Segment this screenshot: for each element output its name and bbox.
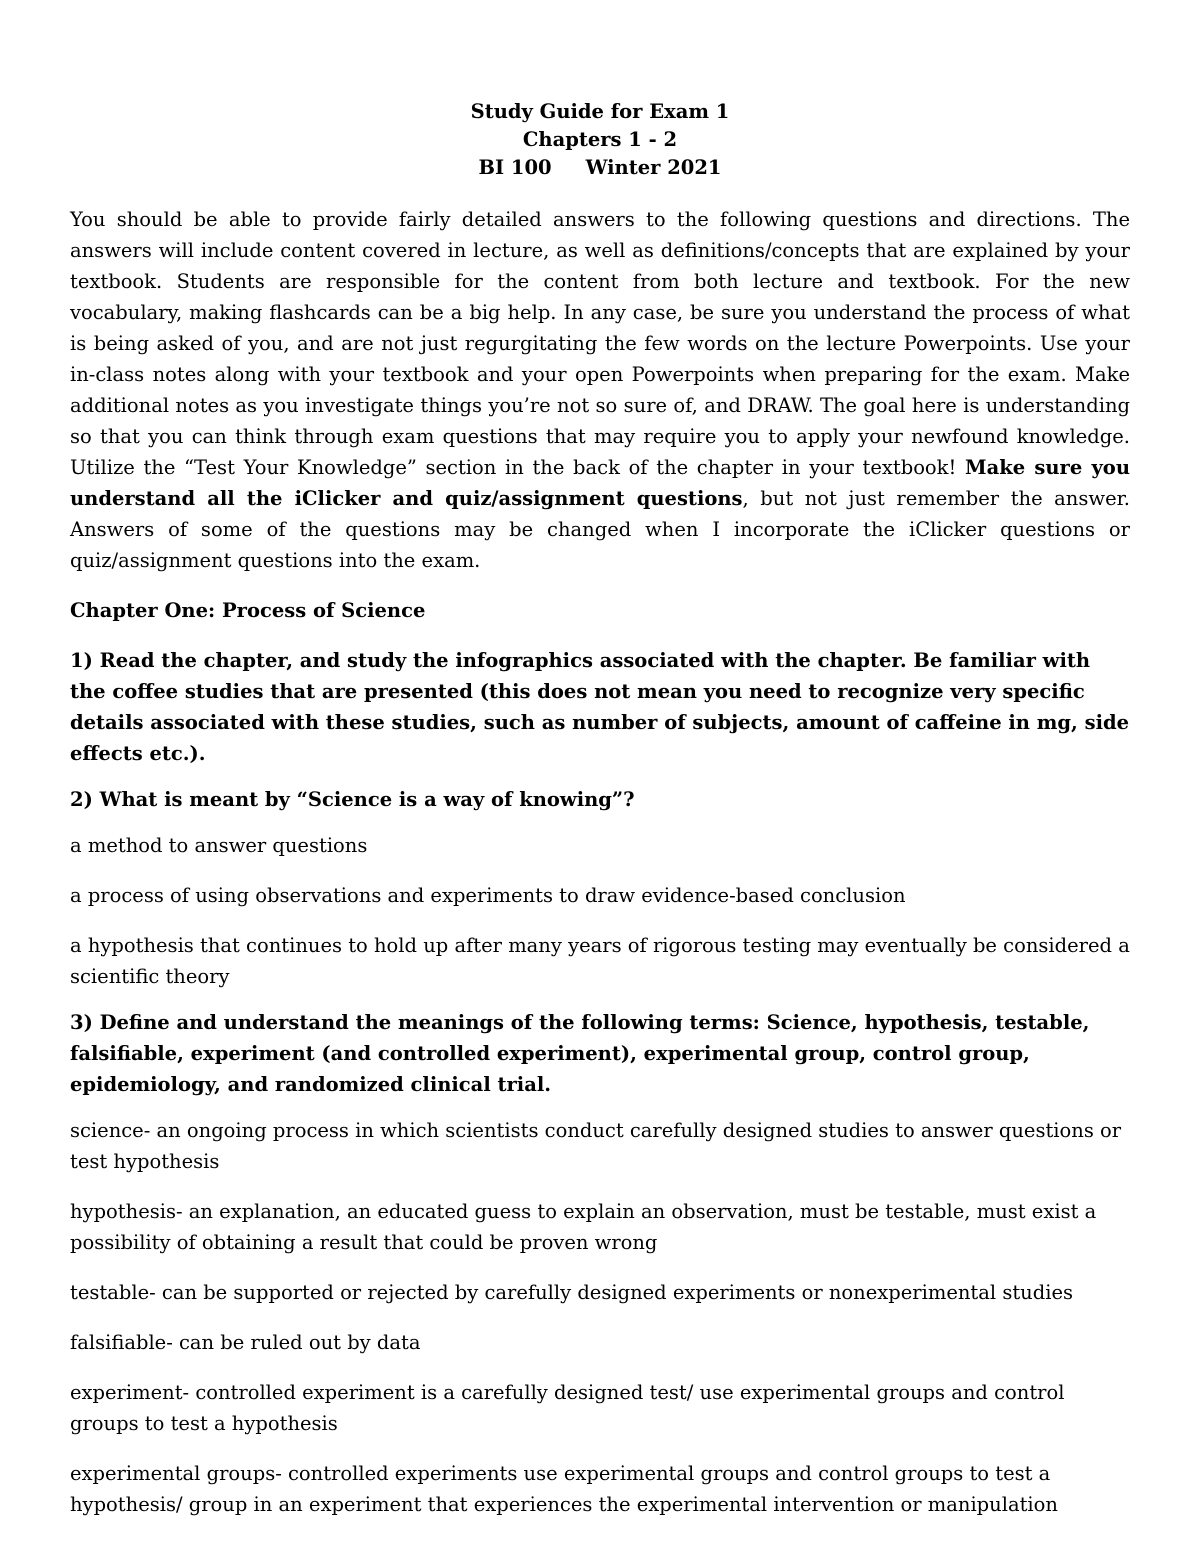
q3-answer-falsifiable: falsifiable- can be ruled out by data [70,1331,421,1354]
q2-answer-3: a hypothesis that continues to hold up after many years of rigorous testing may eventually be considered a scientific theory [70,934,1130,988]
question-3: 3) Define and understand the meanings of the following terms: Science, hypothesis, testable, falsifiable, experiment (and controlled experiment), experimental group, control group, epidemiology, and randomized clinical trial. [70,1011,1090,1096]
document-title [70,98,1130,182]
q3-answer-hypothesis: hypothesis- an explanation, an educated guess to explain an observation, must be testable, must exist a possibility of obtaining a result that could be proven wrong [70,1200,1097,1254]
question-1: 1) Read the chapter, and study the infographics associated with the chapter. Be familiar with the coffee studies that are presented (this does not mean you need to recognize very specific details associated with these studies, such as number of subjects, amount of caffeine in mg, side effects etc.). [70,649,1130,765]
intro-tail-text: , but not just remember the answer. Answers of some of the questions may be changed when I incorporate the iClicker questions or quiz/assignment questions into the exam. [70,487,1130,572]
q3-answer-testable: testable- can be supported or rejected by carefully designed experiments or nonexperimental studies [70,1281,1073,1304]
intro-text: You should be able to provide fairly detailed answers to the following questions and directions. The answers will include content covered in lecture, as well as definitions/concepts that are explained by your textbook. Students are responsible for the content from both lecture and textbook. For the new vocabulary, making flashcards can be a big help. In any case, be sure you understand the process of what is being asked of you, and are not just regurgitating the few words on the lecture Powerpoints. Use your in-class notes along with your textbook and your open Powerpoints when preparing for the exam. Make additional notes as you investigate things you’re not so sure of, and DRAW. The goal here is understanding so that you can think through exam questions that may require you to apply your newfound knowledge. Utilize the “Test Your Knowledge” section in the back of the chapter in your textbook! [70,208,1130,479]
q3-answer-experimental-groups: experimental groups- controlled experiments use experimental groups and control groups to test a hypothesis/ group in an experiment that experiences the experimental intervention or manipulation [70,1462,1058,1516]
title-line-2: Chapters 1 - 2 [522,128,678,151]
document-page [70,98,1130,1539]
q2-answer-2: a process of using observations and experiments to draw evidence-based conclusion [70,884,906,907]
chapter-heading: Chapter One: Process of Science [70,599,426,622]
title-line-1: Study Guide for Exam 1 [470,100,730,123]
q3-answer-experiment: experiment- controlled experiment is a carefully designed test/ use experimental groups and control groups to test a hypothesis [70,1381,1065,1435]
intro-bold-text: Make sure you understand all the iClicker and quiz/assignment questions [70,456,1130,510]
q2-answer-1: a method to answer questions [70,834,368,857]
question-2: 2) What is meant by “Science is a way of knowing”? [70,788,635,811]
intro-paragraph [70,204,1130,576]
q3-answer-science: science- an ongoing process in which scientists conduct carefully designed studies to answer questions or test hypothesis [70,1119,1122,1173]
title-line-3: BI 100 Winter 2021 [478,156,722,179]
